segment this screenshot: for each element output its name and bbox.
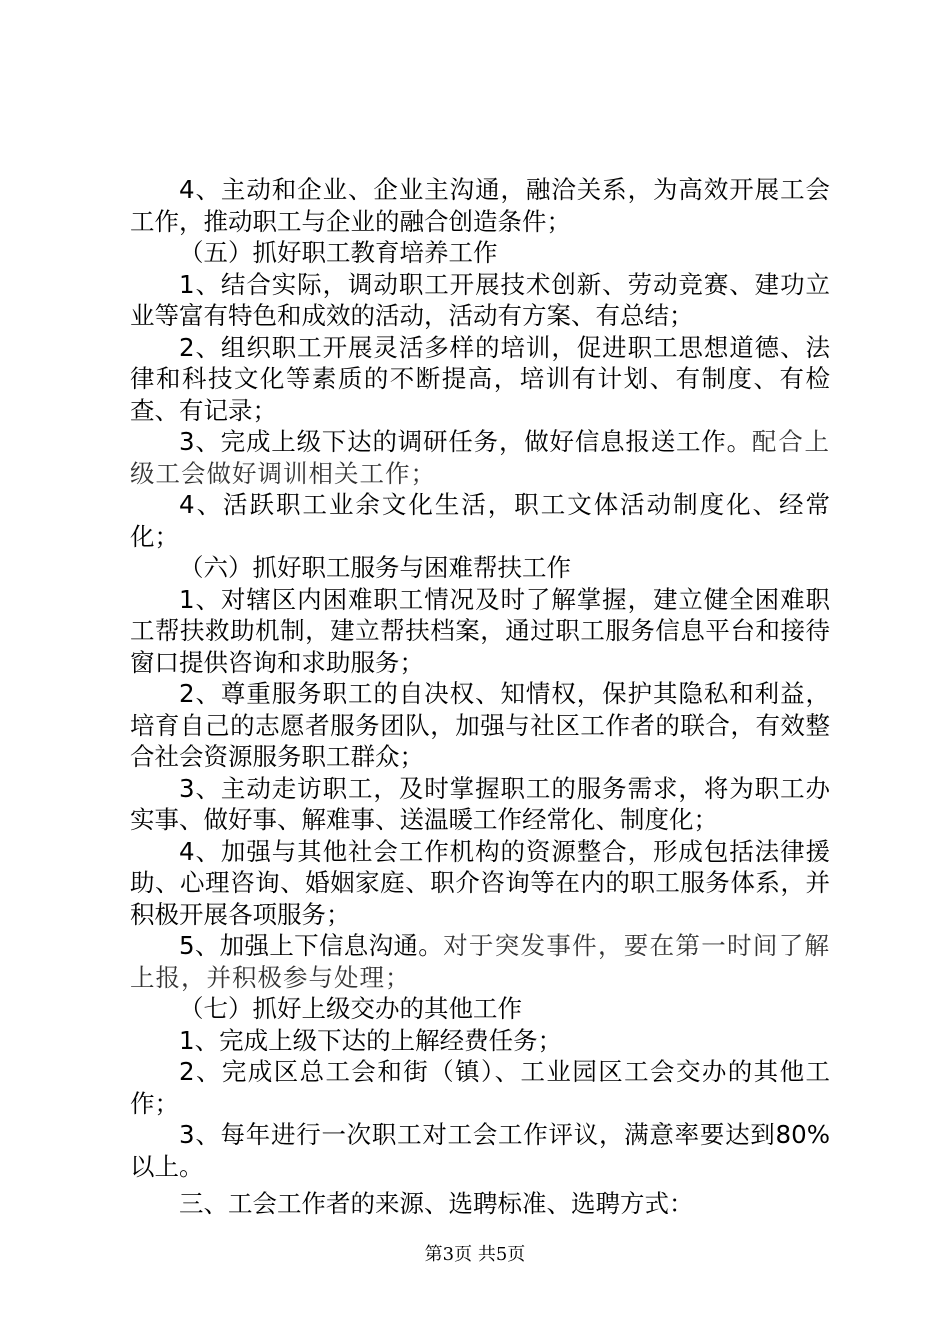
- paragraph: 2、完成区总工会和街（镇）、工业园区工会交办的其他工作；: [130, 1057, 830, 1118]
- paragraph: 5、加强上下信息沟通。对于突发事件，要在第一时间了解上报，并积极参与处理；: [130, 931, 831, 992]
- paragraph-extra: 对于突发事件，要在第一时间了解上报，并积极参与处理；: [130, 931, 831, 992]
- paragraph: 1、结合实际，调动职工开展技术创新、劳动竞赛、建功立业等富有特色和成效的活动，活动有方案、有总结；: [130, 269, 830, 330]
- paragraph: 三、工会工作者的来源、选聘标准、选聘方式：: [179, 1189, 694, 1218]
- section-heading: （五）抓好职工教育培养工作: [179, 238, 498, 267]
- section-heading: （六）抓好职工服务与困难帮扶工作: [179, 553, 571, 582]
- page-footer: 第3页 共5页: [424, 1244, 526, 1265]
- paragraph: 1、完成上级下达的上解经费任务；: [179, 1025, 563, 1055]
- paragraph: 4、加强与其他社会工作机构的资源整合，形成包括法律援助、心理咨询、婚姻家庭、职介咨询等在内的职工服务体系，并积极开展各项服务；: [130, 836, 830, 929]
- paragraph: 4、主动和企业、企业主沟通，融洽关系，为高效开展工会工作，推动职工与企业的融合创造条件；: [130, 175, 830, 236]
- section-heading: （七）抓好上级交办的其他工作: [179, 994, 522, 1023]
- paragraph-extra: 配合上级工会做好调训相关工作；: [130, 427, 830, 488]
- paragraph: 3、完成上级下达的调研任务，做好信息报送工作。配合上级工会做好调训相关工作；: [130, 427, 830, 488]
- paragraph: 3、主动走访职工，及时掌握职工的服务需求，将为职工办实事、做好事、解难事、送温暖工作经常化、制度化；: [130, 773, 830, 834]
- paragraph: 1、对辖区内困难职工情况及时了解掌握，建立健全困难职工帮扶救助机制，建立帮扶档案，通过职工服务信息平台和接待窗口提供咨询和求助服务；: [130, 584, 830, 677]
- paragraph: 4、活跃职工业余文化生活，职工文体活动制度化、经常化；: [130, 490, 830, 551]
- document-body: [130, 174, 830, 1220]
- paragraph: 2、尊重服务职工的自决权、知情权，保护其隐私和利益，培育自己的志愿者服务团队，加强与社区工作者的联合，有效整合社会资源服务职工群众；: [130, 679, 830, 771]
- paragraph: 3、每年进行一次职工对工会工作评议，满意率要达到80%以上。: [130, 1120, 830, 1181]
- paragraph: 2、组织职工开展灵活多样的培训，促进职工思想道德、法律和科技文化等素质的不断提高，培训有计划、有制度、有检查、有记录；: [130, 332, 830, 425]
